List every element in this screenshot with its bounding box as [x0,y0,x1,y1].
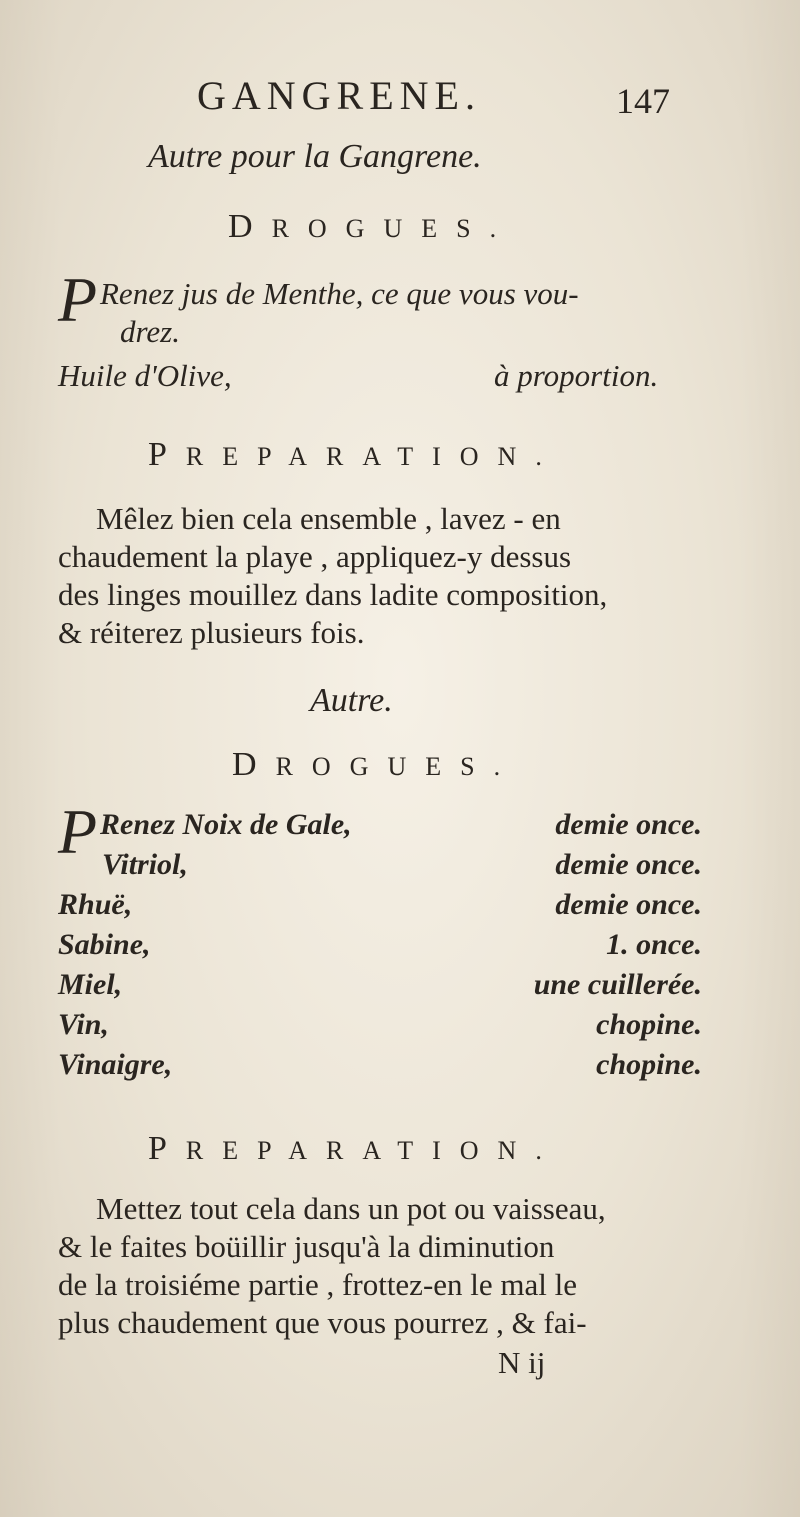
ingredient-line: Renez jus de Menthe, ce que vous vou- [100,276,579,311]
ingredient-quantity: 1. once. [606,928,702,961]
ingredient-quantity: une cuillerée. [533,968,702,1001]
ingredient-quantity: chopine. [596,1008,702,1041]
recipe-title: Autre. [310,682,393,719]
ingredient-quantity: demie once. [555,808,702,841]
ingredient-name: Sabine, [58,928,151,961]
ingredient-name: Renez Noix de Gale, [100,808,352,841]
ingredient-quantity: chopine. [596,1048,702,1081]
ingredient-quantity: demie once. [555,848,702,881]
preparation-line: plus chaudement que vous pourrez , & fai- [58,1305,587,1340]
preparation-line: des linges mouillez dans ladite composition, [58,577,608,612]
drogues-heading [232,746,519,784]
preparation-line: Mettez tout cela dans un pot ou vaisseau, [96,1191,606,1226]
heading-initial: D [232,746,276,783]
ingredient-name: Rhuë, [58,888,133,921]
heading-rest: ROGUES. [275,752,520,781]
dropcap: P [58,796,98,867]
dropcap: P [58,264,98,335]
signature-mark: N ij [498,1345,546,1380]
heading-rest: REPARATION. [185,1136,561,1165]
preparation-line: & le faites boüillir jusqu'à la diminution [58,1229,555,1264]
heading-rest: REPARATION. [185,442,561,471]
heading-initial: P [148,1130,186,1167]
preparation-line: de la troisiéme partie , frottez-en le mal le [58,1267,578,1302]
page-number: 147 [616,81,670,121]
ingredient-name: Vinaigre, [58,1048,173,1081]
heading-initial: D [228,208,272,245]
drogues-heading [228,208,515,246]
ingredient-name: Huile d'Olive, [58,358,232,393]
preparation-heading [148,1130,561,1168]
heading-initial: P [148,436,186,473]
recipe-title: Autre pour la Gangrene. [148,138,482,175]
heading-rest: ROGUES. [271,214,516,243]
preparation-line: chaudement la playe , appliquez-y dessus [58,539,572,574]
preparation-line: & réiterez plusieurs fois. [58,615,365,650]
ingredient-name: Vitriol, [102,848,188,881]
preparation-heading [148,436,561,474]
ingredient-name: Miel, [58,968,123,1001]
running-title: GANGRENE. [197,73,481,118]
preparation-line: Mêlez bien cela ensemble , lavez - en [96,501,561,536]
ingredient-line-continuation: drez. [120,314,180,349]
ingredient-quantity: demie once. [555,888,702,921]
ingredient-quantity: à proportion. [494,358,659,393]
ingredient-name: Vin, [58,1008,109,1041]
